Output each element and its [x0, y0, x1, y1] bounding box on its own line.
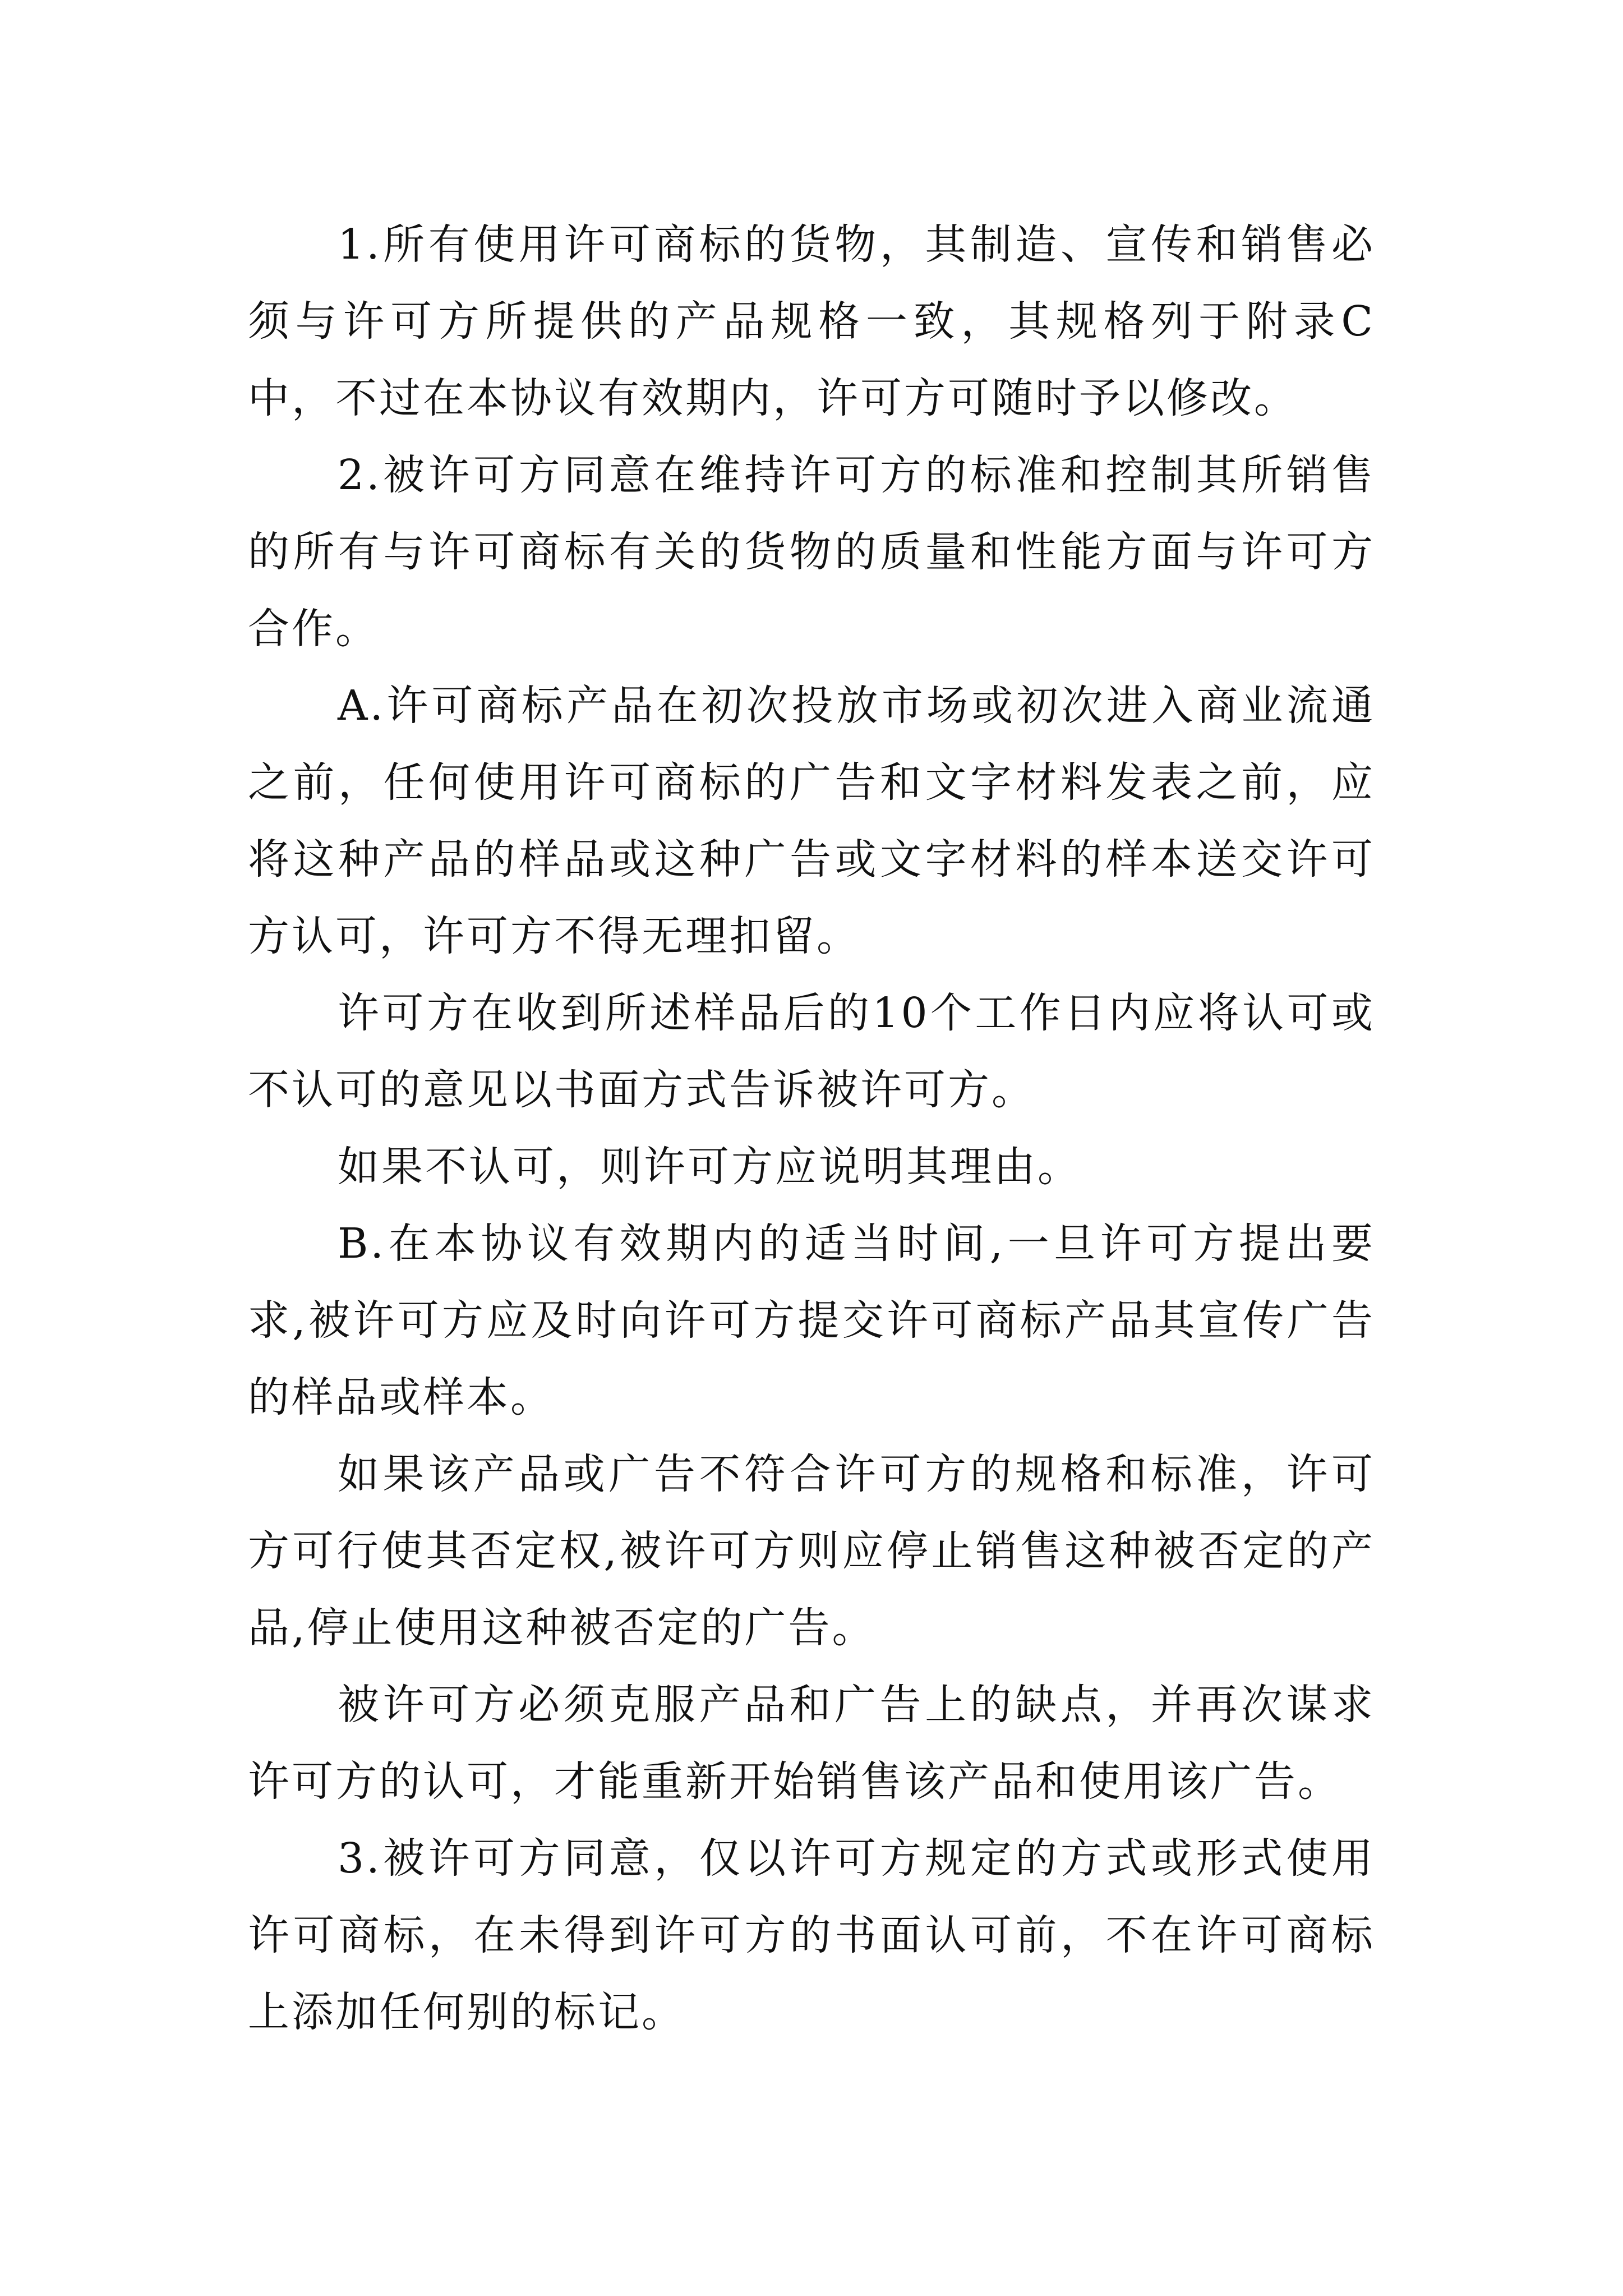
paragraph-approval-notice: 许可方在收到所述样品后的10个工作日内应将认可或不认可的意见以书面方式告诉被许可方。	[248, 989, 1375, 1114]
paragraph-clause-3: 3.被许可方同意，仅以许可方规定的方式或形式使用许可商标，在未得到许可方的书面认可前，不在许可商标上添加任何别的标记。	[248, 1834, 1375, 2036]
paragraph-rejection-reason: 如果不认可，则许可方应说明其理由。	[338, 1143, 1081, 1191]
paragraph-clause-1: 1.所有使用许可商标的货物，其制造、宣传和销售必须与许可方所提供的产品规格一致，其规格列于附录C中，不过在本协议有效期内，许可方可随时予以修改。	[248, 220, 1375, 422]
paragraph-clause-2b: B.在本协议有效期内的适当时间,一旦许可方提出要求,被许可方应及时向许可方提交许可商标产品其宣传广告的样品或样本。	[248, 1220, 1375, 1421]
document-body	[248, 206, 1375, 2051]
paragraph-clause-2: 2.被许可方同意在维持许可方的标准和控制其所销售的所有与许可商标有关的货物的质量和性能方面与许可方合作。	[248, 451, 1375, 653]
paragraph-remedy: 被许可方必须克服产品和广告上的缺点，并再次谋求许可方的认可，才能重新开始销售该产品和使用该广告。	[248, 1681, 1375, 1806]
paragraph-clause-2a: A.许可商标产品在初次投放市场或初次进入商业流通之前，任何使用许可商标的广告和文字材料发表之前，应将这种产品的样品或这种广告或文字材料的样本送交许可方认可，许可方不得无理扣留。	[248, 682, 1375, 960]
paragraph-veto-right: 如果该产品或广告不符合许可方的规格和标准，许可方可行使其否定权,被许可方则应停止销售这种被否定的产品,停止使用这种被否定的广告。	[248, 1450, 1375, 1652]
